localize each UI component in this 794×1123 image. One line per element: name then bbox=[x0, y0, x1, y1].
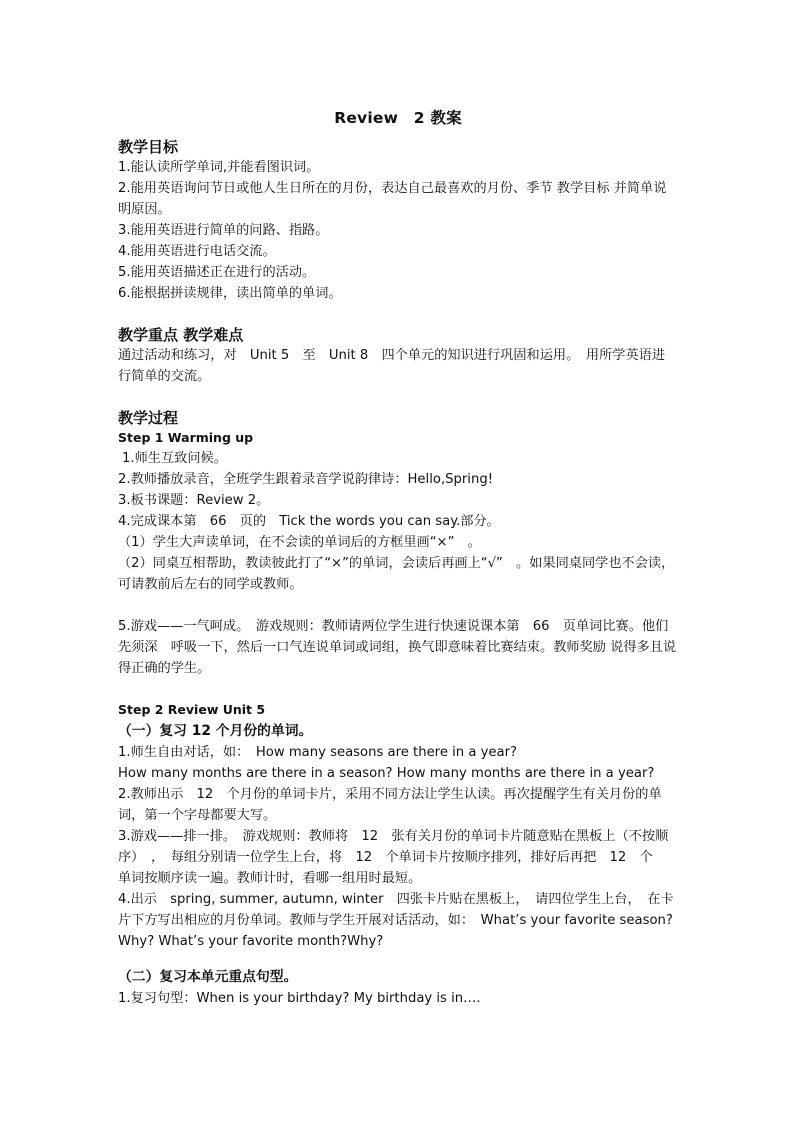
step1-title: Step 1 Warming up bbox=[118, 430, 254, 445]
step1-item: 3.板书课题：Review 2。 bbox=[118, 493, 270, 508]
objective-item: 4.能用英语进行电话交流。 bbox=[118, 244, 276, 259]
objective-item: 3.能用英语进行简单的问路、指路。 bbox=[118, 223, 329, 238]
step2-title: Step 2 Review Unit 5 bbox=[118, 702, 266, 717]
objective-item: 1.能认读所学单词,并能看图识词。 bbox=[118, 160, 320, 175]
step2-part2-heading: （二）复习本单元重点句型。 bbox=[118, 969, 298, 985]
step2-item: 4.出示 spring, summer, autumn, winter 四张卡片贴在黑板上， 请四位学生上台， 在卡片下方写出相应的月份单词。教师与学生开展对话活动，如： What’s your favorite season?Why? What’s your favorite month?Why? bbox=[118, 892, 674, 949]
step2-item: 3.游戏——排一排。 游戏规则：教师将 12 张有关月份的单词卡片随意贴在黑板上（不按顺序） ， 每组分别请一位学生上台，将 12 个单词卡片按顺序排列，排好后再把 12 个 单词按顺序读一遍。教师计时，看哪一组用时最短。 bbox=[118, 829, 669, 886]
step2-item: 1.师生自由对话，如： How many seasons are there in a year? bbox=[118, 745, 518, 760]
step1-item: 2.教师播放录音，全班学生跟着录音学说韵律诗：Hello,Spring! bbox=[118, 472, 493, 487]
step1-item: （1）学生大声读单词，在不会读的单词后的方框里画“×” 。 bbox=[118, 535, 481, 550]
step1-item: 4.完成课本第 66 页的 Tick the words you can say.部分。 bbox=[118, 514, 500, 529]
document-body bbox=[118, 137, 678, 1009]
objective-item: 6.能根据拼读规律，读出简单的单词。 bbox=[118, 286, 342, 301]
step1-item: 1.师生互致问候。 bbox=[122, 451, 227, 466]
objective-item: 5.能用英语描述正在进行的活动。 bbox=[118, 265, 316, 280]
step1-game: 5.游戏——一气呵成。 游戏规则：教师请两位学生进行快速说课本第 66 页单词比赛。他们先须深 呼吸一下，然后一口气连说单词或词组，换气即意味着比赛结束。教师奖励 说得多且说得正确的学生。 bbox=[118, 619, 677, 676]
step2-item: 2.教师出示 12 个月份的单词卡片，采用不同方法让学生认读。再次提醒学生有关月份的单词，第一个字母都要大写。 bbox=[118, 787, 662, 823]
keypoints-text: 通过活动和练习，对 Unit 5 至 Unit 8 四个单元的知识进行巩固和运用。 用所学英语进行简单的交流。 bbox=[118, 348, 666, 384]
objectives-heading: 教学目标 bbox=[118, 138, 179, 156]
page-title: Review 2 教案 bbox=[334, 109, 462, 127]
step1-item: （2）同桌互相帮助，教读彼此打了“×”的单词，会读后再画上“√” 。如果同桌同学也不会读，可请教前后左右的同学或教师。 bbox=[118, 556, 675, 592]
step2-part1-heading: （一）复习 12 个月份的单词。 bbox=[118, 723, 313, 739]
objective-item: 2.能用英语询问节日或他人生日所在的月份，表达自己最喜欢的月份、季节 教学目标 并简单说明原因。 bbox=[118, 181, 667, 217]
keypoints-heading: 教学重点 教学难点 bbox=[118, 326, 244, 344]
process-heading: 教学过程 bbox=[118, 409, 179, 427]
step2-item: 1.复习句型：When is your birthday? My birthday is in…. bbox=[118, 991, 481, 1006]
step2-item: How many months are there in a season? How many months are there in a year? bbox=[118, 766, 655, 781]
